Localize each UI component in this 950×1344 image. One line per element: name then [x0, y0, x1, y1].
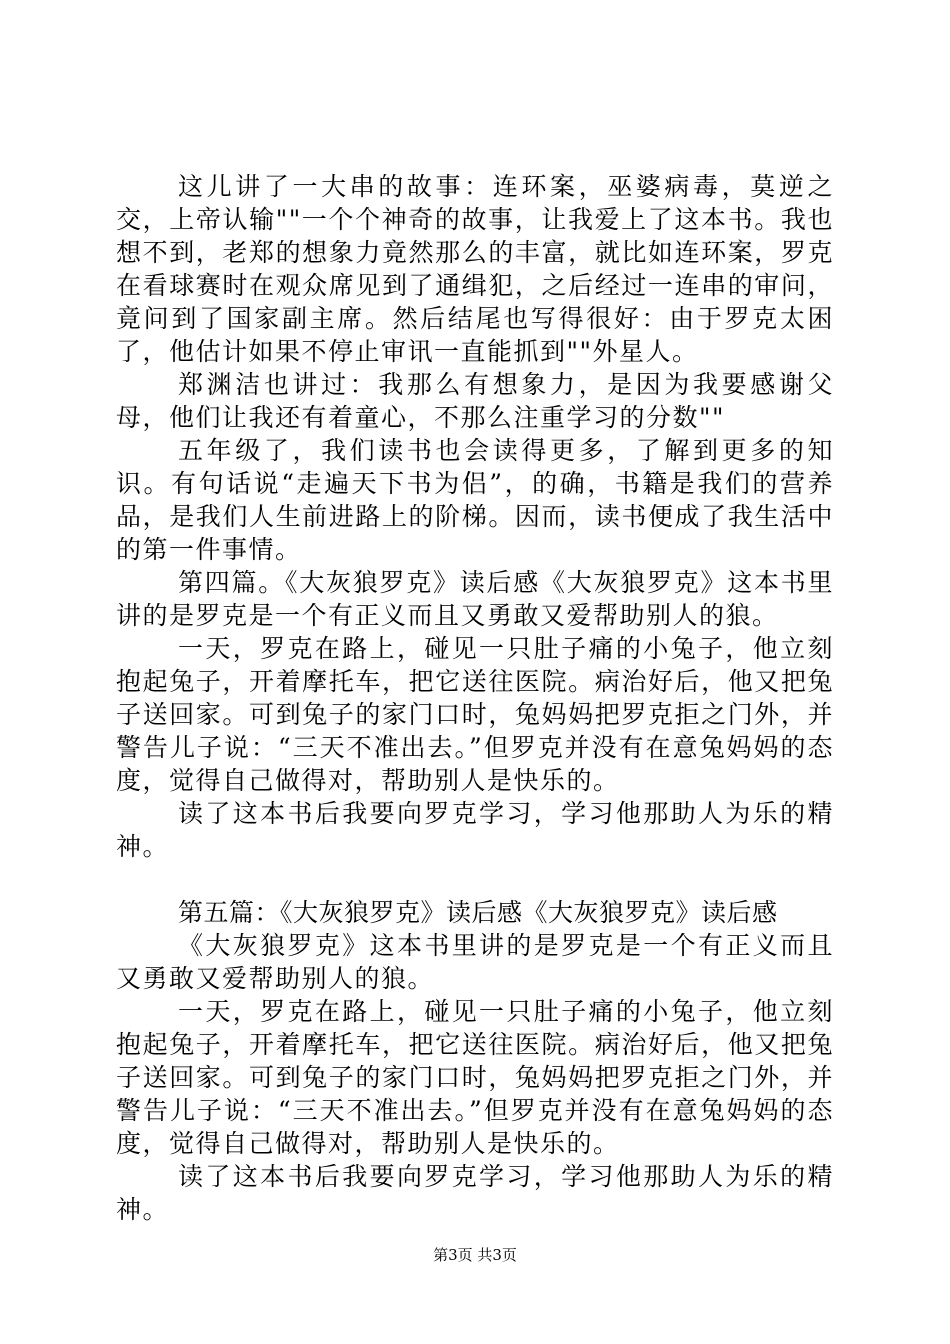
paragraph-section-four-conclusion: 读了这本书后我要向罗克学习，学习他那助人为乐的精神。: [116, 799, 834, 861]
paragraph-section-five-intro: 《大灰狼罗克》这本书里讲的是罗克是一个有正义而且又勇敢又爱帮助别人的狼。: [116, 931, 834, 993]
paragraph-section-five-story: 一天，罗克在路上，碰见一只肚子痛的小兔子，他立刻抱起兔子，开着摩托车，把它送往医院。病治好后，他又把兔子送回家。可到兔子的家门口时，兔妈妈把罗克拒之门外，并警告儿子说：“三天不准出去。”但罗克并没有在意兔妈妈的态度，觉得自己做得对，帮助别人是快乐的。: [116, 997, 834, 1158]
paragraph-section-four-story: 一天，罗克在路上，碰见一只肚子痛的小兔子，他立刻抱起兔子，开着摩托车，把它送往医院。病治好后，他又把兔子送回家。可到兔子的家门口时，兔妈妈把罗克拒之门外，并警告儿子说：“三天不准出去。”但罗克并没有在意兔妈妈的态度，觉得自己做得对，帮助别人是快乐的。: [116, 634, 834, 795]
document-body: [116, 170, 834, 1226]
page-number-footer: 第3页 共3页: [433, 1246, 517, 1264]
paragraph-section-five-conclusion: 读了这本书后我要向罗克学习，学习他那助人为乐的精神。: [116, 1162, 834, 1224]
paragraph-reading-habit: 五年级了，我们读书也会读得更多，了解到更多的知识。有句话说“走遍天下书为侣”，的确，书籍是我们的营养品，是我们人生前进路上的阶梯。因而，读书便成了我生活中的第一件事情。: [116, 436, 834, 564]
section-five-heading: 第五篇：《大灰狼罗克》读后感《大灰狼罗克》读后感: [178, 898, 778, 927]
paragraph-story-summary: 这儿讲了一大串的故事：连环案，巫婆病毒，莫逆之交，上帝认输""一个个神奇的故事，让我爱上了这本书。我也想不到，老郑的想象力竟然那么的丰富，就比如连环案，罗克在看球赛时在观众席见到了通缉犯，之后经过一连串的审问，竟问到了国家副主席。然后结尾也写得很好：由于罗克太困了，他估计如果不停止审讯一直能抓到""外星人。: [116, 172, 834, 366]
paragraph-section-four-intro: 第四篇。《大灰狼罗克》读后感《大灰狼罗克》这本书里讲的是罗克是一个有正义而且又勇敢又爱帮助别人的狼。: [116, 568, 834, 630]
paragraph-author-quote: 郑渊洁也讲过：我那么有想象力，是因为我要感谢父母，他们让我还有着童心，不那么注重学习的分数"": [116, 370, 834, 432]
